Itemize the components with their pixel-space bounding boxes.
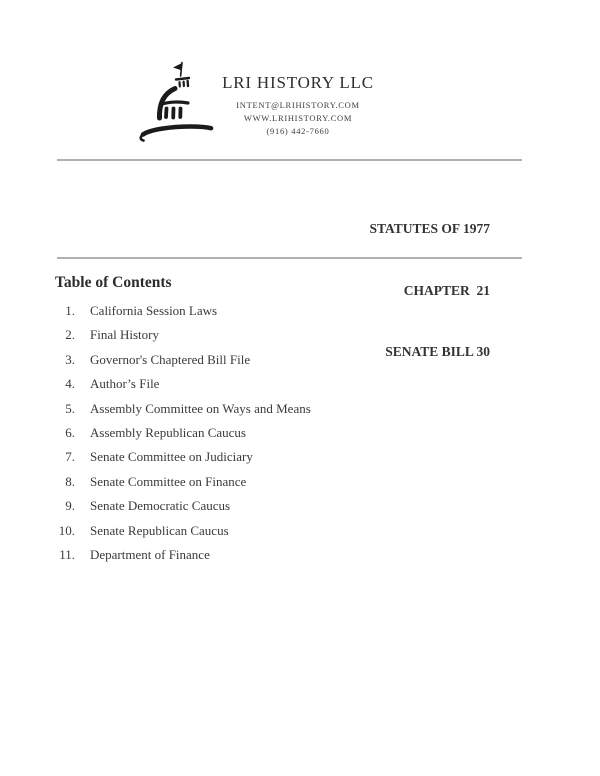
toc-item-number: 11. xyxy=(59,546,75,562)
toc-item xyxy=(55,523,311,539)
company-email: INTENT@LRIHISTORY.COM xyxy=(236,100,360,110)
toc-item-label: Department of Finance xyxy=(90,546,210,562)
toc-item-label: Final History xyxy=(90,327,159,343)
toc-item-number: 10. xyxy=(58,522,75,538)
toc-item-label: Governor's Chaptered Bill File xyxy=(90,351,251,367)
divider-top xyxy=(57,159,522,161)
toc-item-label: California Session Laws xyxy=(90,303,218,318)
toc-item xyxy=(55,327,311,343)
toc-title: Table of Contents xyxy=(55,274,172,291)
toc-item-number: 9. xyxy=(65,498,75,514)
toc-item xyxy=(55,376,311,392)
company-phone: (916) 442-7660 xyxy=(266,126,330,136)
company-website: WWW.LRIHISTORY.COM xyxy=(243,113,353,123)
toc-item xyxy=(55,425,311,441)
toc-item-number: 8. xyxy=(65,473,75,489)
statutes-line: STATUTES OF 1977 xyxy=(369,221,490,236)
toc-item xyxy=(55,449,311,465)
toc-item-label: Author’s File xyxy=(90,376,160,392)
toc-item xyxy=(55,474,311,490)
letterhead xyxy=(0,72,596,138)
toc-item xyxy=(55,401,311,417)
toc-item-label: Assembly Committee on Ways and Means xyxy=(90,400,311,416)
chapter-line: CHAPTER 21 xyxy=(403,282,490,298)
toc-item xyxy=(55,352,311,368)
toc-item xyxy=(55,498,311,514)
toc-item-number: 1. xyxy=(65,303,75,318)
toc-item xyxy=(55,547,311,563)
toc-item-number: 6. xyxy=(65,424,75,440)
toc-item-number: 3. xyxy=(65,351,75,367)
toc-item-number: 7. xyxy=(65,449,75,465)
company-name: LRI HISTORY LLC xyxy=(222,73,374,92)
toc-item-label: Senate Committee on Finance xyxy=(90,473,247,489)
toc-item-label: Senate Committee on Judiciary xyxy=(90,449,253,465)
toc-item-number: 5. xyxy=(65,400,75,416)
toc-item-label: Assembly Republican Caucus xyxy=(90,424,246,440)
toc-item-label: Senate Democratic Caucus xyxy=(90,498,231,514)
toc-item-label: Senate Republican Caucus xyxy=(90,522,229,538)
toc-list xyxy=(55,303,311,571)
toc-item-number: 4. xyxy=(65,376,75,392)
senate-bill-line: SENATE BILL 30 xyxy=(385,344,490,359)
toc-item xyxy=(55,303,311,319)
toc-item-number: 2. xyxy=(65,327,75,343)
